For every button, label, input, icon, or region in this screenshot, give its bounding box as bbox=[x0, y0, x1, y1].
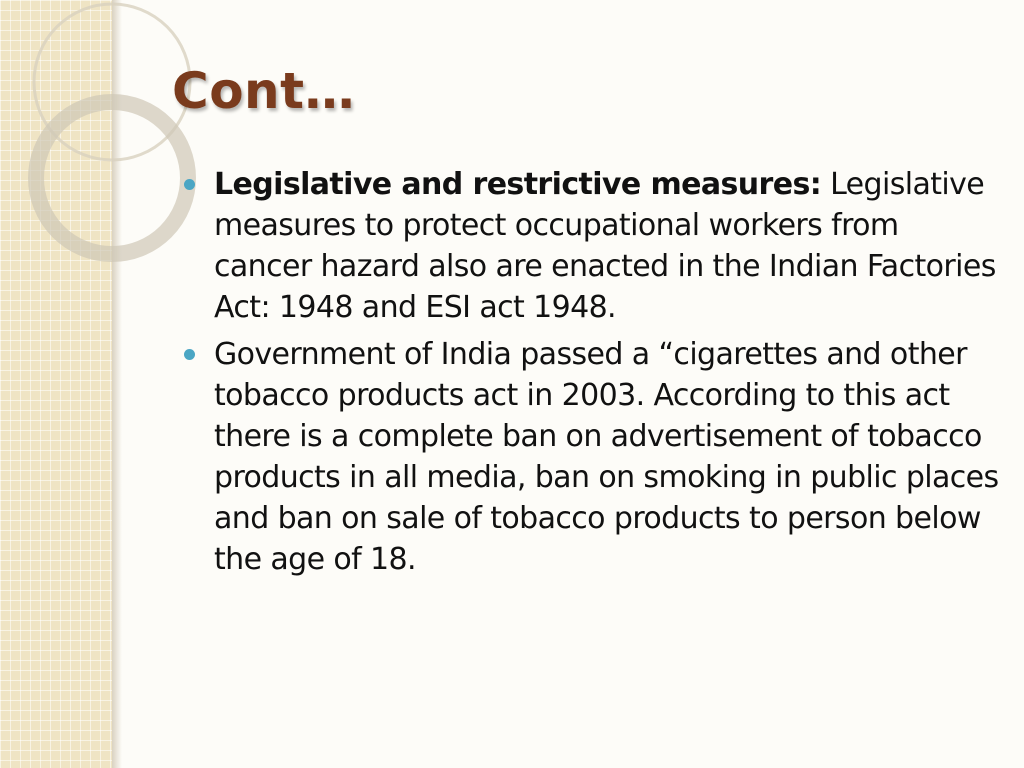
bullet-list bbox=[182, 164, 1002, 586]
bullet-dot-icon bbox=[184, 349, 195, 360]
bullet-dot-icon bbox=[184, 179, 195, 190]
slide-title: Cont… bbox=[172, 62, 356, 120]
bullet-item bbox=[182, 334, 1002, 580]
bullet-text: Legislative measures to protect occupational workers from cancer hazard also are enacted in the Indian Factories Act: 1948 and ESI act 1948. bbox=[214, 167, 996, 325]
bullet-text: Government of India passed a “cigarettes and other tobacco products act in 2003. According to this act there is a complete ban on advertisement of tobacco products in all media, ban on smoking in public places and ban on sale of tobacco products to person below the age of 18. bbox=[214, 337, 999, 577]
bullet-lead: Legislative and restrictive measures: bbox=[214, 167, 822, 202]
bullet-item bbox=[182, 164, 1002, 328]
decorative-circles bbox=[0, 0, 200, 300]
